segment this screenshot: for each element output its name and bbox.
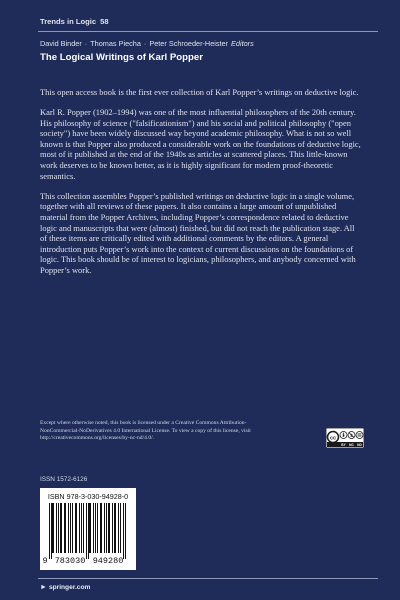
series-line xyxy=(40,17,109,26)
editor-name: Peter Schroeder-Heister xyxy=(149,39,229,48)
arrow-icon: ► xyxy=(40,584,47,591)
barcode-digits: 949280 xyxy=(92,556,124,566)
blurb-paragraph: Karl R. Popper (1902–1994) was one of the most influential philosophers of the 20th century. His philosophy of science ("falsificationism") and his social and political philosophy ("open society") have been widely discussed way beyond academic philosophy. What is not so well known is that Popper also produced a considerable work on the foundations of deductive logic, most of it published at the end of the 1940s as articles at scattered places. This little-known work deserves to be known better, as it is highly significant for modern proof-theoretic semantics. xyxy=(40,107,361,181)
website-url: springer.com xyxy=(48,584,91,591)
bottom-divider xyxy=(38,578,378,579)
editor-name: Thomas Piecha xyxy=(90,39,141,48)
barcode-digits: 783030 xyxy=(54,556,86,566)
top-divider xyxy=(38,31,378,32)
barcode-icon xyxy=(40,488,136,570)
editor-name: David Binder xyxy=(40,39,82,48)
series-name: Trends in Logic xyxy=(40,17,97,26)
license-notice: Except where otherwise noted, this book is licensed under a Creative Commons Attribution-NonCommercial-NoDerivatives 4.0 International License. To view a copy of this license, visit http://creativecommons.org/licenses/by-nc-nd/4.0/. xyxy=(40,420,251,442)
issn: ISSN 1572-6126 xyxy=(40,476,88,483)
publisher-website xyxy=(40,584,90,591)
cc-license-badge-icon xyxy=(326,428,364,448)
blurb xyxy=(40,87,362,285)
blurb-paragraph: This open access book is the first ever collection of Karl Popper’s writings on deductive logic. xyxy=(40,87,359,97)
editors-line xyxy=(40,39,254,48)
editor-separator: · xyxy=(143,39,147,48)
barcode-isbn-label: ISBN 978-3-030-94928-0 xyxy=(47,492,129,501)
cc-nc-label: NC xyxy=(349,443,354,447)
book-title: The Logical Writings of Karl Popper xyxy=(40,52,203,63)
editors-role: Editors xyxy=(231,39,254,48)
blurb-paragraph: This collection assembles Popper’s published writings on deductive logic in a single volume, together with all reviews of these papers. It also contains a large amount of unpublished material from the Popper Archives, including Popper’s correspondence related to deductive logic and manuscripts that were (almost) finished, but did not reach the publication stage. All of these items are critically edited with additional comments by the editors. A general introduction puts Popper’s work into the context of current discussions on the foundations of logic. This book should be of interest to logicians, philosophers, and anybody concerned with Popper’s work. xyxy=(40,190,356,275)
cc-logo-text: cc xyxy=(329,435,337,442)
series-number: 58 xyxy=(100,17,109,26)
barcode-digits: 9 xyxy=(42,556,48,566)
cc-by-label: BY xyxy=(341,443,346,447)
cc-nd-label: ND xyxy=(357,443,362,447)
editor-separator: · xyxy=(84,39,88,48)
